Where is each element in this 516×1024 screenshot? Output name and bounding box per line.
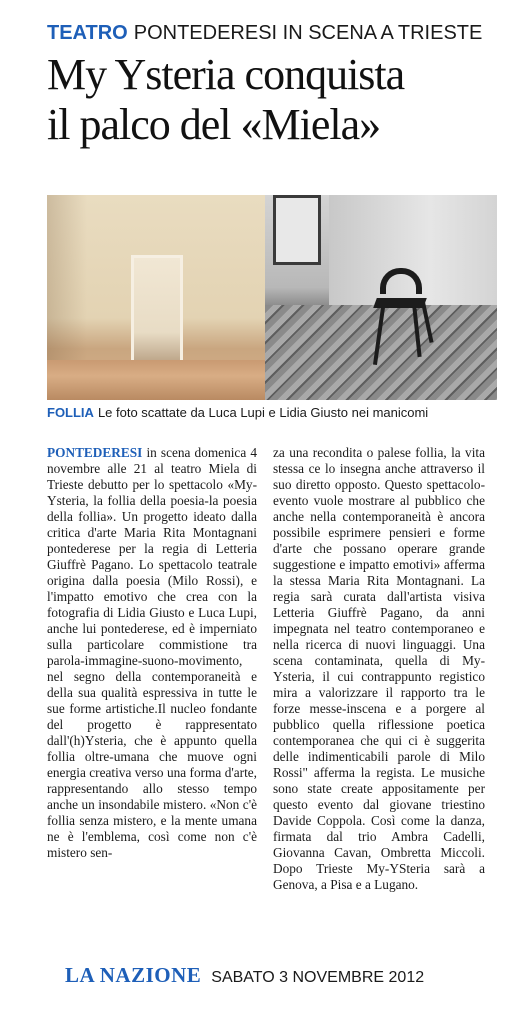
article-body-left: in scena domenica 4 novembre alle 21 al teatro Miela di Trieste debutto per lo spettacolo «My-Ysteria, la follia della poesia-la poesia della follia». Un progetto ideato dalla critica d'arte Maria Rita Montagnani pontederese per la regia di Letteria Giuffrè Pagano. Lo spettacolo teatrale origina dalla poesia (Milo Rossi), e l'impatto emotivo che crea con la fotografia di Lidia Giusto e Luca Lupi, anche lui pontederese, ed è imperniato sulla particolare commistione tra parola-immagine-suono-movimento, nel segno della contemporaneità e della sua qualità espressiva in tutte le sue forme artistiche.Il nucleo fondante del progetto è rappresentato dall'(h)Ysteria, che è appunto quella follia oltre-umana che muove ogni energia creativa verso una forma d'arte, rappresentando allo stesso tempo anche un insondabile mistero. «Non c'è follia senza mistero, e la mente umana ne è l'emblema, così come non c'è mistero sen- bbox=[47, 445, 257, 860]
photo-window bbox=[273, 195, 321, 265]
photo-doorway bbox=[131, 255, 183, 367]
kicker bbox=[47, 18, 507, 48]
photo-floor bbox=[47, 360, 265, 400]
caption-tag: FOLLIA bbox=[47, 405, 94, 420]
headline bbox=[47, 50, 507, 150]
publication-date: SABATO 3 NOVEMBRE 2012 bbox=[211, 969, 425, 986]
article-column-left bbox=[47, 445, 257, 861]
photo-room-with-chair bbox=[265, 195, 497, 400]
article-column-right bbox=[273, 445, 485, 893]
newspaper-name: LA NAZIONE bbox=[65, 963, 202, 987]
article-body-right: za una recondita o palese follia, la vita stessa ce lo insegna anche attraverso il suo diretto opposto. Questo spettacolo-evento vuole mostrare al pubblico che anche nella contemporaneità è ancora possibile esprimere pensieri e forme d'arte che possano operare grande suggestione e impatto emotivi» afferma la stessa Maria Rita Montagnani. La regia sarà curata dall'artista visiva Letteria Giuffrè Pagano, da anni impegnata nel teatro contemporaneo e nella ricerca di nuovi linguaggi. Una scena contaminata, quella di My-Ysteria, il cui contrappunto registico mira a valorizzare il rapporto tra le forze messe-inscena e a porgere al pubblico quella riflessione poetica contemporanea che qui ci è suggerita delle indimenticabili parole di Milo Rossi" afferma la regista. Le musiche sono state create appositamente per questo evento dal giovane triestino Davide Coppola. Così come la danza, firmata dal trio Ambra Cadelli, Giovanna Cavan, Ombretta Miccoli. Dopo Trieste My-YSteria sarà a Genova, a Pisa e a Lugano. bbox=[273, 445, 485, 892]
article-paragraph bbox=[47, 445, 257, 861]
section-tag: TEATRO bbox=[47, 22, 128, 44]
headline-line-1: My Ysteria conquista bbox=[47, 50, 405, 99]
photo-empty-room bbox=[47, 195, 265, 400]
photo-caption bbox=[47, 404, 507, 422]
dateline: PONTEDERESI bbox=[47, 445, 143, 460]
caption-text: Le foto scattate da Luca Lupi e Lidia Giusto nei manicomi bbox=[97, 405, 429, 420]
page-footer bbox=[65, 963, 505, 993]
kicker-text: PONTEDERESI IN SCENA A TRIESTE bbox=[133, 22, 483, 44]
headline-line-2: il palco del «Miela» bbox=[47, 100, 381, 149]
photo-wall bbox=[329, 195, 497, 313]
